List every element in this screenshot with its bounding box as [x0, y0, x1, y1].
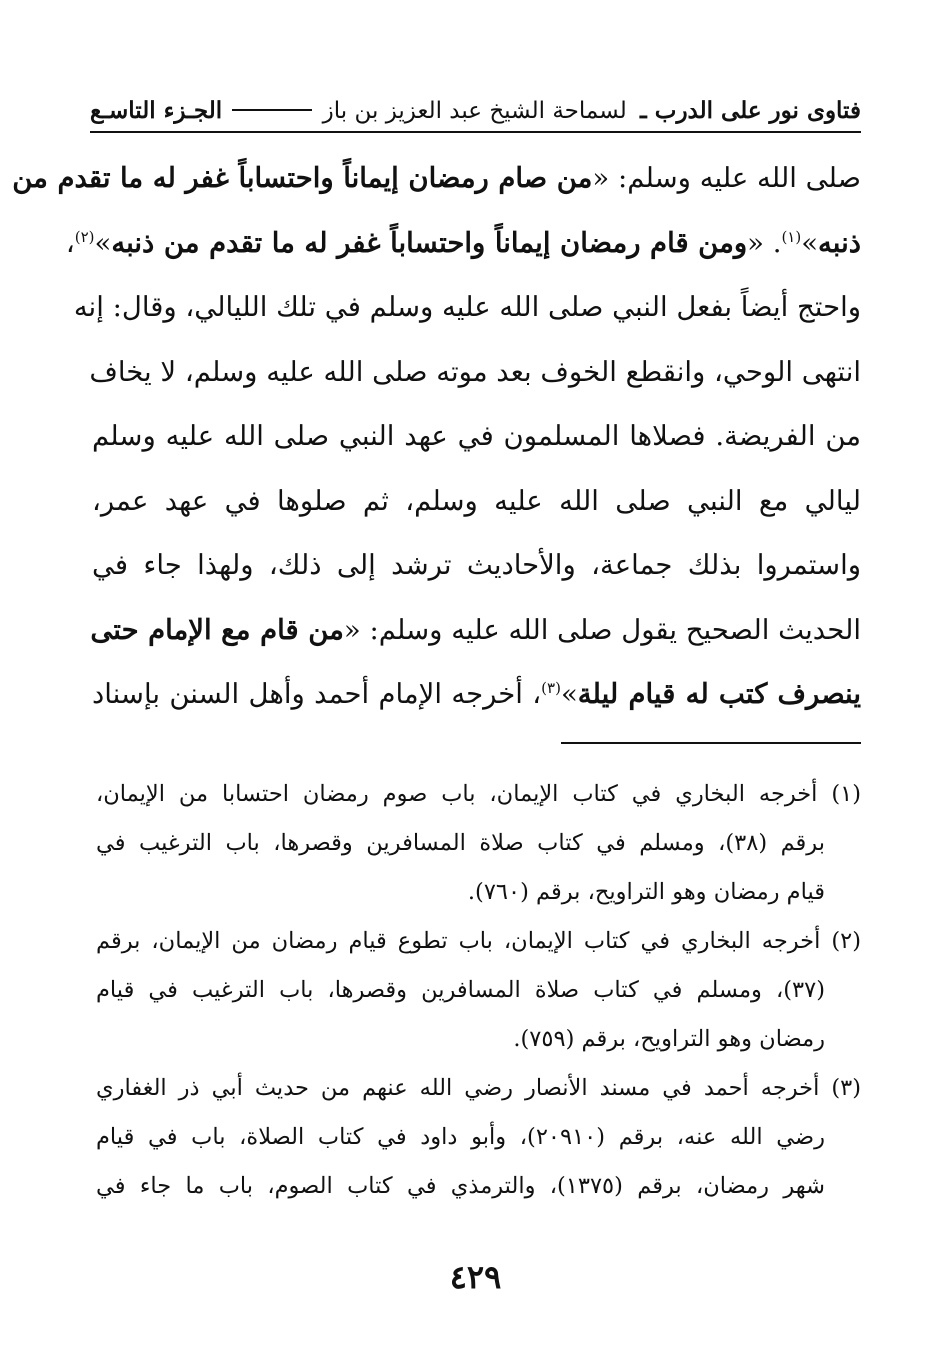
header-dash-rule — [232, 109, 312, 111]
footnote-ref-1[interactable]: (١) — [781, 227, 802, 246]
text-line-8-plain: الحديث الصحيح يقول صلى الله عليه وسلم: « — [343, 613, 861, 646]
hadith-quote-1: من صام رمضان إيماناً واحتساباً غفر له ما تقدم من — [12, 162, 593, 194]
text-line-3: واحتج أيضاً بفعل النبي صلى الله عليه وسلم في تلك الليالي، وقال: إنه — [73, 291, 861, 323]
hadith-quote-3-end: ينصرف كتب له قيام ليلة — [577, 678, 861, 710]
footnote-2 — [96, 917, 861, 1064]
footnote-3-line-1: (٣) أخرجه أحمد في مسند الأنصار رضي الله عنهم من حديث أبي ذر الغفاري — [96, 1075, 861, 1101]
footnote-2-line-1: (٢) أخرجه البخاري في كتاب الإيمان، باب تطوع قيام رمضان من الإيمان، برقم — [96, 928, 861, 954]
header-book-title: فتاوى نور على الدرب ـ — [640, 96, 861, 124]
header-volume: الجـزء التاسـع — [90, 96, 223, 124]
hadith-quote-2: ومن قام رمضان إيماناً واحتساباً غفر له ما تقدم من ذنبه — [111, 226, 748, 259]
text-line-8 — [92, 598, 861, 663]
footnote-ref-3[interactable]: (٣) — [541, 678, 561, 697]
footnote-3-line-3: شهر رمضان، برقم (١٣٧٥)، والترمذي في كتاب الصوم، باب ما جاء في — [96, 1173, 825, 1199]
text-line-5: من الفريضة. فصلاها المسلمون في عهد النبي صلى الله عليه وسلم — [92, 420, 861, 452]
footnote-separator — [561, 742, 861, 744]
footnote-1-line-2: برقم (٣٨)، ومسلم في كتاب صلاة المسافرين وقصرها، باب الترغيب في — [96, 830, 825, 856]
text-line-6: ليالي مع النبي صلى الله عليه وسلم، ثم صلوها في عهد عمر، — [92, 484, 861, 517]
footnote-1 — [96, 770, 861, 917]
footnote-1-line-1: (١) أخرجه البخاري في كتاب الإيمان، باب صوم رمضان احتسابا من الإيمان، — [96, 781, 861, 807]
running-header — [90, 92, 861, 128]
main-text — [12, 146, 861, 727]
footnotes — [96, 770, 861, 1211]
text-line-1-plain: صلى الله عليه وسلم: « — [592, 162, 861, 194]
punctuation: ، — [65, 226, 75, 259]
footnote-2-line-2: (٣٧)، ومسلم في كتاب صلاة المسافرين وقصرها، باب الترغيب في قيام — [96, 977, 825, 1003]
text-line-7: واستمروا بذلك جماعة، والأحاديث ترشد إلى ذلك، ولهذا جاء في — [92, 549, 861, 581]
page-number: ٤٢٩ — [449, 1258, 502, 1296]
header-underline — [90, 131, 861, 133]
footnote-3 — [96, 1064, 861, 1211]
punctuation: . « — [747, 226, 782, 259]
footnote-1-line-3: قيام رمضان وهو التراويح، برقم (٧٦٠). — [467, 879, 825, 905]
text-line-9-plain: ، أخرجه الإمام أحمد وأهل السنن بإسناد — [92, 678, 542, 710]
quote-mark: » — [94, 226, 112, 259]
footnote-3-line-2: رضي الله عنه، برقم (٢٠٩١٠)، وأبو داود في كتاب الصلاة، باب في قيام — [96, 1124, 825, 1150]
quote-mark: » — [560, 678, 578, 710]
text-line-1 — [12, 146, 861, 211]
header-right — [323, 97, 861, 124]
hadith-quote-1-end: ذنبه — [818, 226, 861, 259]
hadith-quote-3: من قام مع الإمام حتى — [90, 613, 344, 646]
footnote-ref-2[interactable]: (٢) — [74, 227, 95, 246]
header-left — [90, 97, 312, 124]
quote-mark: » — [801, 226, 819, 259]
text-line-9 — [92, 662, 861, 727]
header-author: لسماحة الشيخ عبد العزيز بن باز — [322, 97, 627, 124]
text-line-2 — [65, 211, 861, 276]
text-line-4: انتهى الوحي، وانقطع الخوف بعد موته صلى الله عليه وسلم، لا يخاف — [89, 355, 861, 388]
footnote-2-line-3: رمضان وهو التراويح، برقم (٧٥٩). — [513, 1026, 825, 1052]
